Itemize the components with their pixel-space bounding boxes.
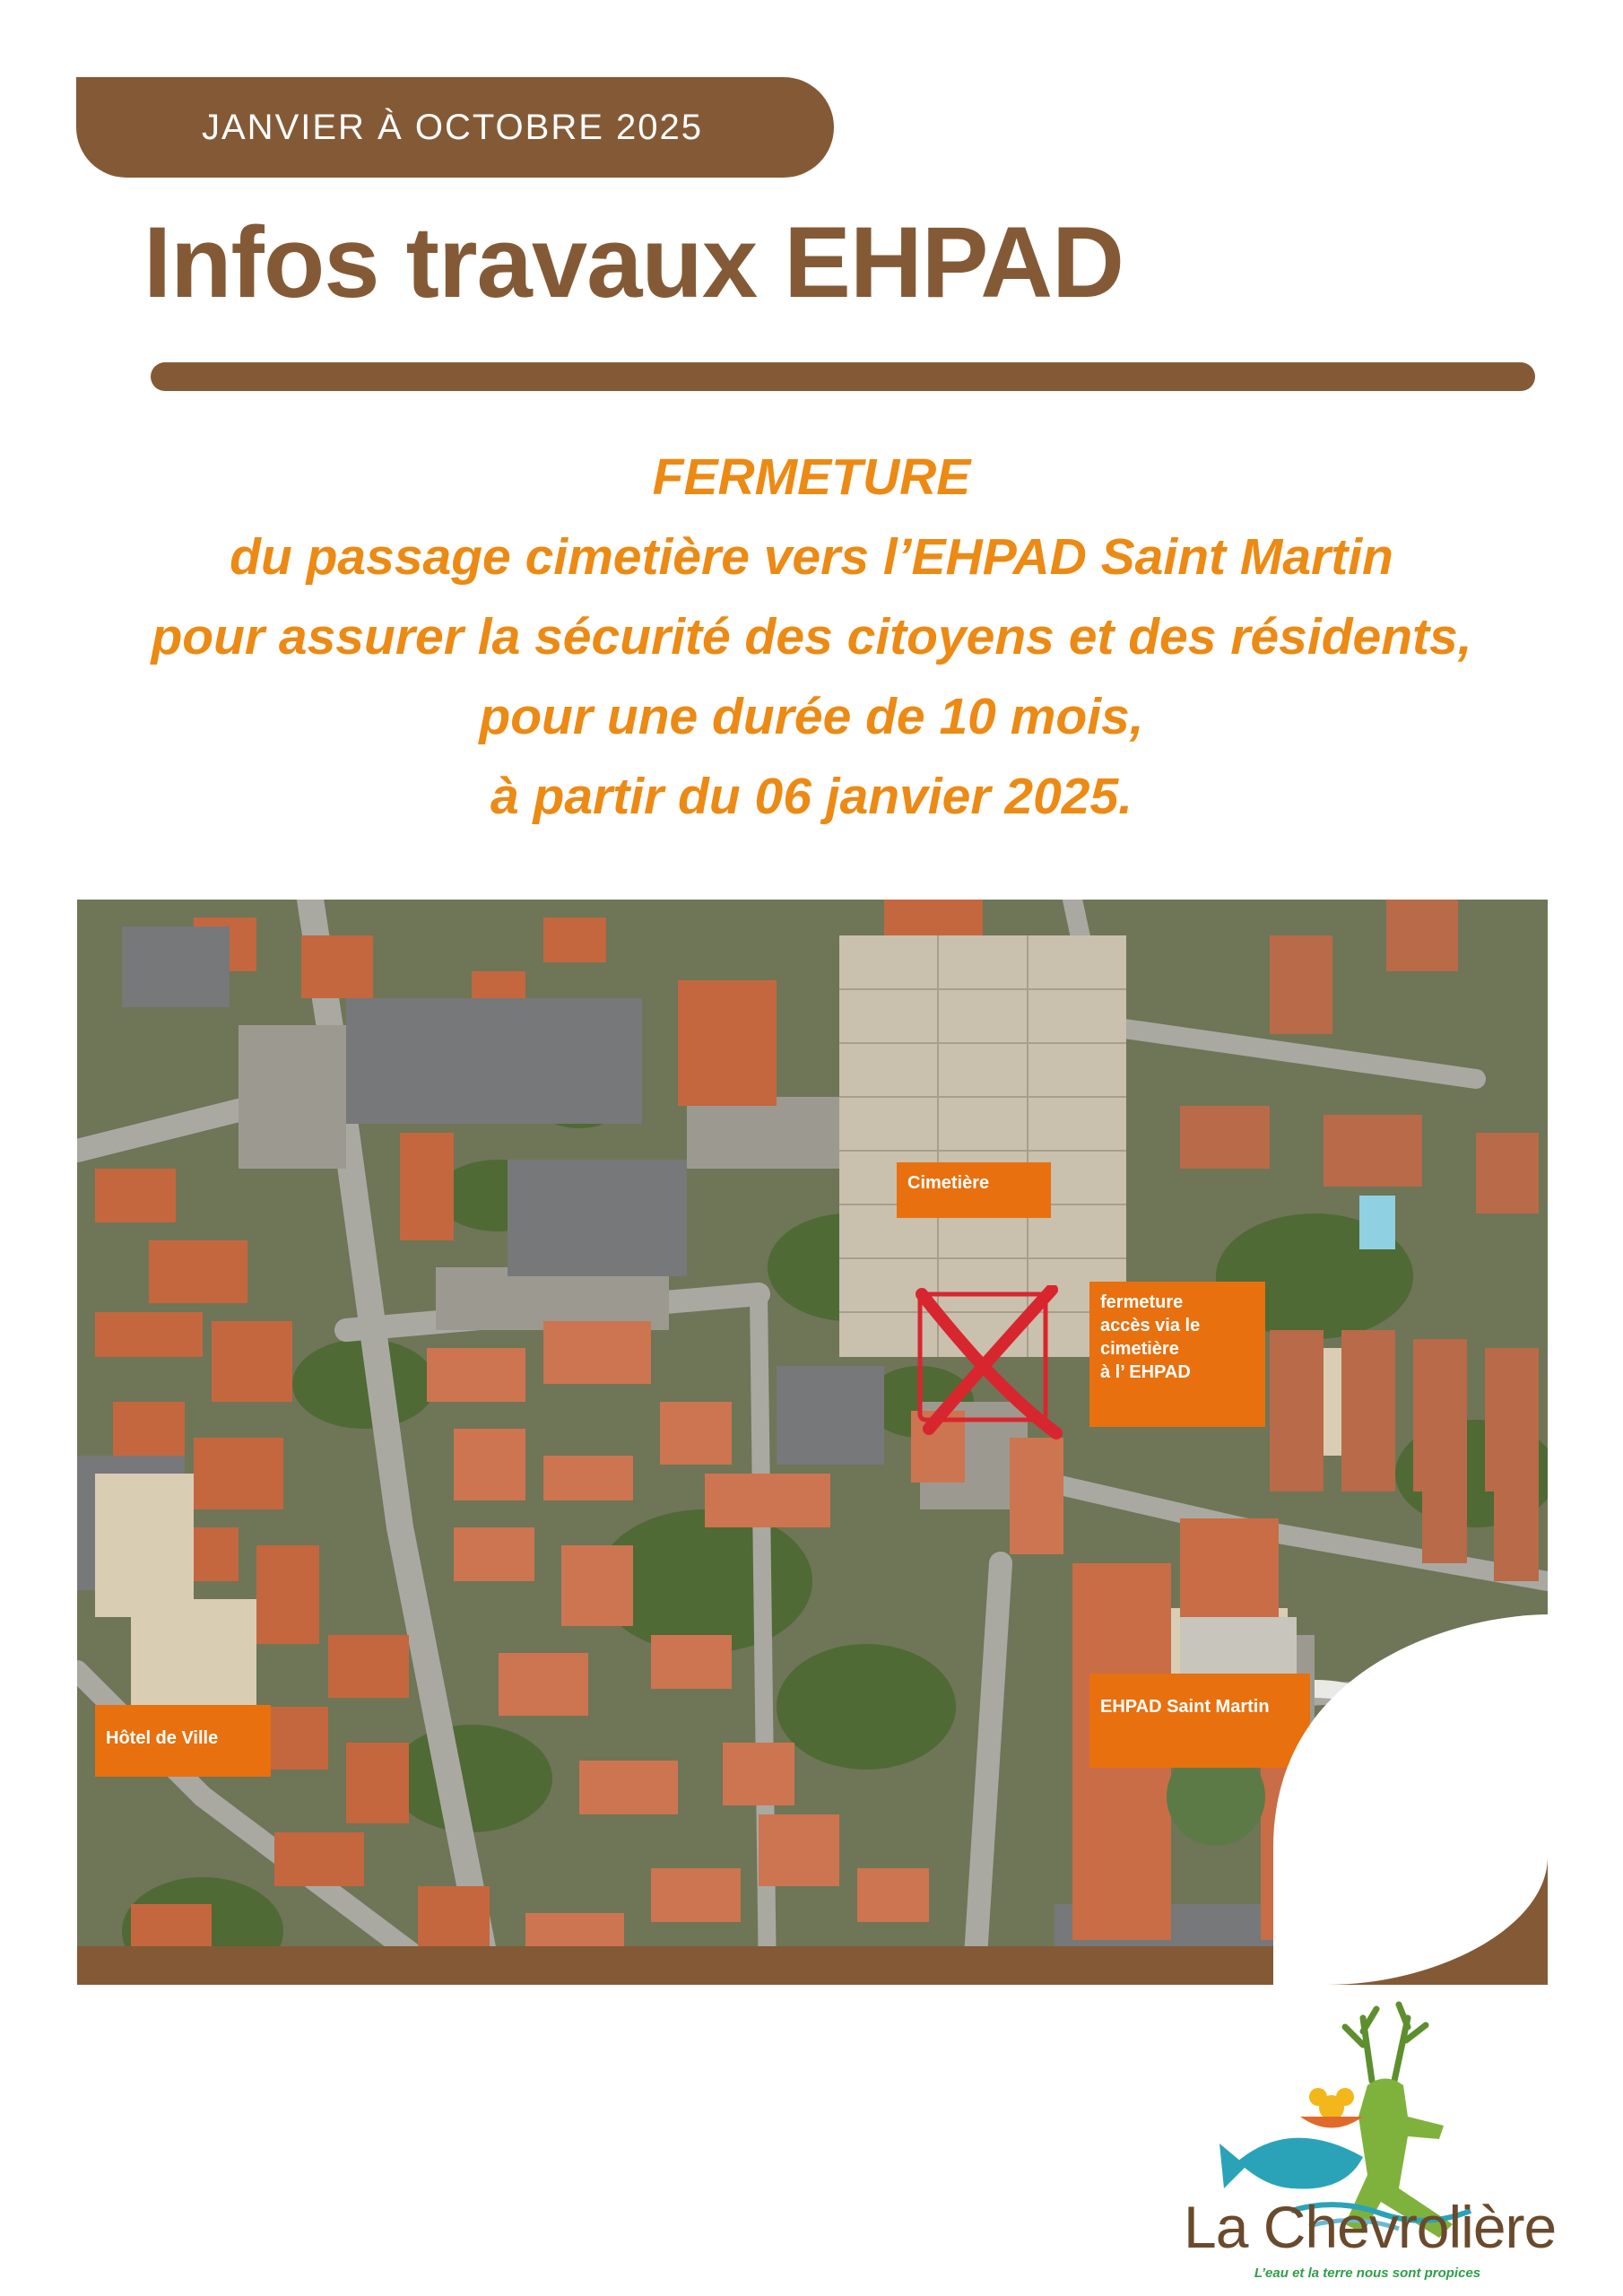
map-label-ehpad: EHPAD Saint Martin [1089,1674,1310,1768]
page-title: Infos travaux EHPAD [143,206,1124,318]
date-range-banner [76,77,834,178]
decorative-band-curve [1166,1857,1551,1991]
notice-line: pour assurer la sécurité des citoyens et des résidents, [151,608,1472,665]
cross-icon [904,1285,1065,1447]
closure-notice [0,438,1623,837]
logo-tagline: L’eau et la terre nous sont propices [1254,2266,1481,2281]
date-range-text: JANVIER À OCTOBRE 2025 [202,107,703,147]
title-divider [151,362,1535,391]
notice-line: pour une durée de 10 mois, [479,688,1144,745]
notice-line: FERMETURE [652,448,971,506]
map-label-hotel-de-ville: Hôtel de Ville [95,1705,271,1777]
map-label-fermeture: fermeture accès via le cimetière à l’ EHPAD [1089,1282,1265,1427]
notice-line: du passage cimetière vers l’EHPAD Saint Martin [230,528,1393,586]
map-label-cimetiere: Cimetière [897,1162,1051,1218]
logo-name: La Chevrolière [1184,2194,1557,2260]
notice-line: à partir du 06 janvier 2025. [490,768,1133,825]
